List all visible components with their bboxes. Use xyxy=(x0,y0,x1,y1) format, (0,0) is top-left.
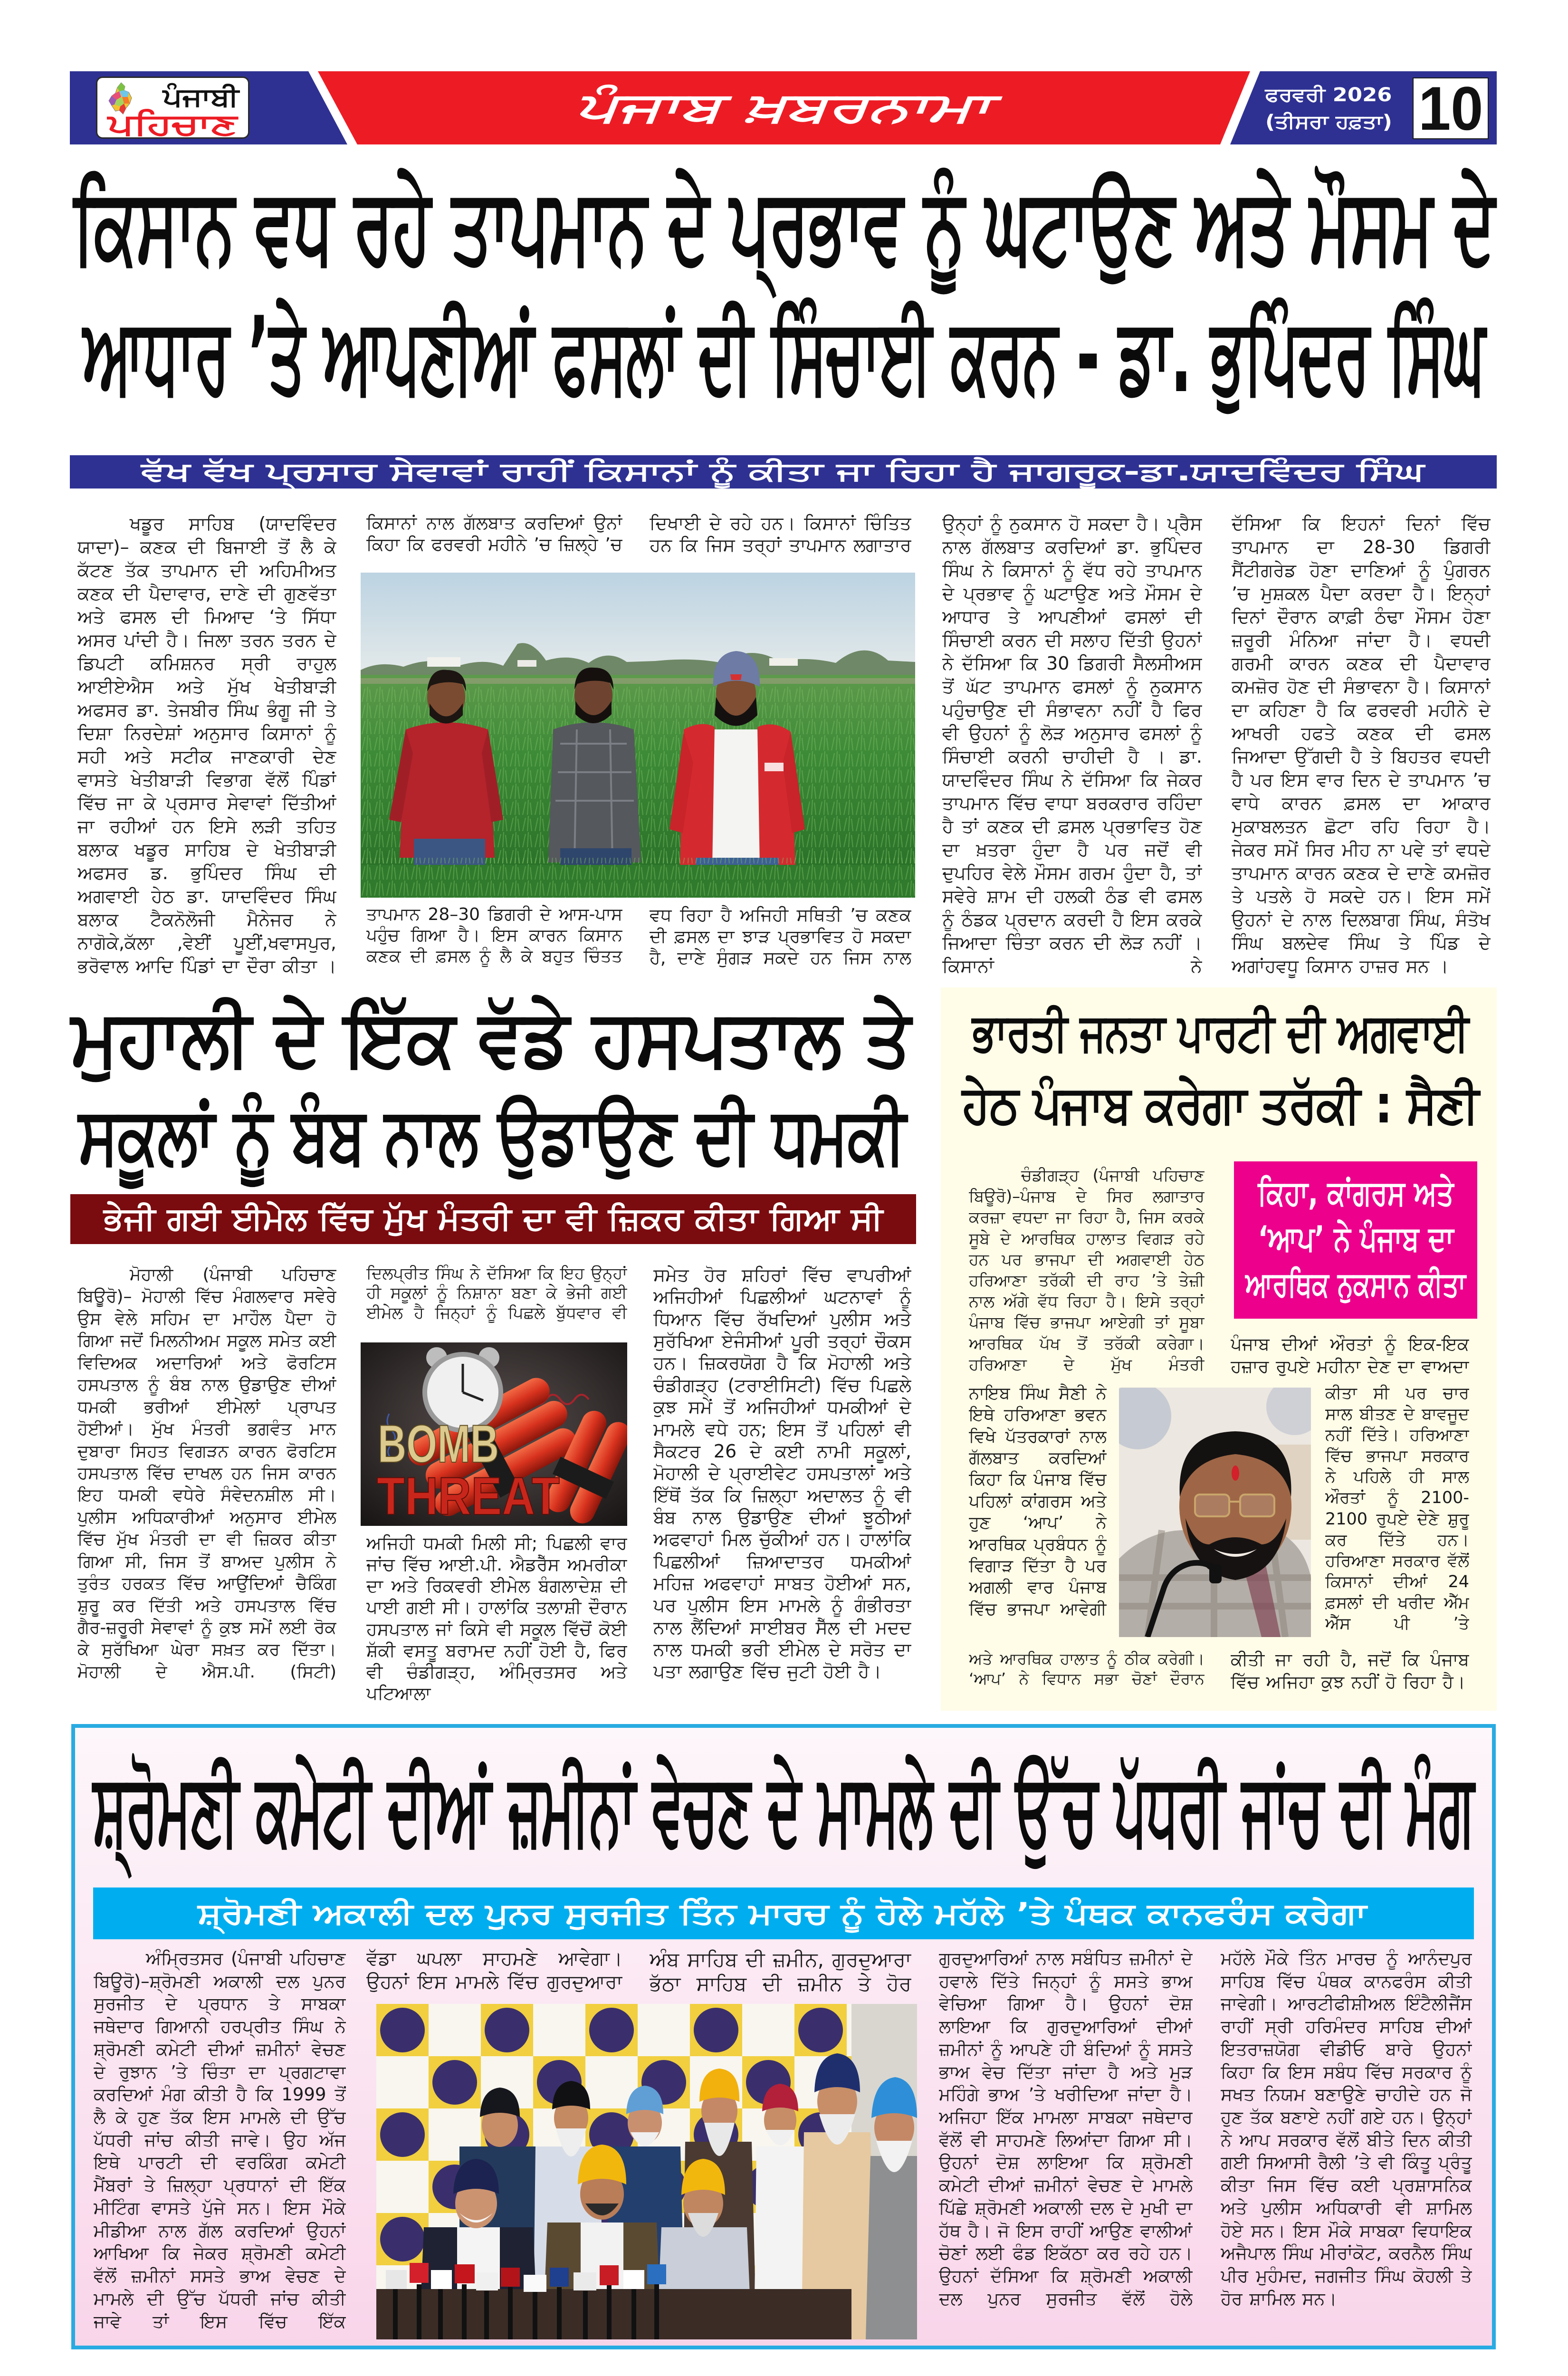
saini-portrait-graphic xyxy=(1119,1388,1311,1637)
bomb-image-word-1: BOMB xyxy=(378,1414,499,1474)
photo-nayab-singh-saini xyxy=(1119,1388,1311,1637)
story-sgpc-col-2-top: ਵੱਡਾ ਘਪਲਾ ਸਾਹਮਣੇ ਆਵੇਗਾ। ਉਹਨਾਂ ਇਸ ਮਾਮਲੇ ਵਿੱਚ ਗੁਰਦੁਆਰਾ xyxy=(366,1948,622,1993)
callout-line-2: ‘ਆਪ’ ਨੇ ਪੰਜਾਬ ਦਾ xyxy=(1258,1218,1454,1258)
story-farmers-subheadline-bar xyxy=(70,455,1497,489)
story-farmers-col-2-top: ਕਿਸਾਨਾਂ ਨਾਲ ਗੱਲਬਾਤ ਕਰਦਿਆਂ ਉਨਾਂ ਕਿਹਾ ਕਿ ਫਰਵਰੀ ਮਹੀਨੇ ’ਚ ਜ਼ਿਲ੍ਹੇ ’ਚ xyxy=(366,513,622,555)
photo-akali-press-conference xyxy=(376,2004,917,2339)
story-bjp-col-b-wrap: ਕੀਤਾ ਸੀ ਪਰ ਚਾਰ ਸਾਲ ਬੀਤਣ ਦੇ ਬਾਵਜੂਦ ਨਹੀਂ ਦਿੱਤੇ। ਹਰਿਆਣਾ ਵਿੱਚ ਭਾਜਪਾ ਸਰਕਾਰ ਨੇ ਪਹਿਲੇ ਹੀ ਸਾਲ ਔਰਤਾਂ ਨੂੰ 2100-2100 ਰੁਪਏ ਦੇਣੇ ਸ਼ੁਰੂ ਕਰ ਦਿੱਤੇ ਹਨ। ਹਰਿਆਣਾ ਸਰਕਾਰ ਵੱਲੋਂ ਕਿਸਾਨਾਂ ਦੀਆਂ 24 ਫ਼ਸਲਾਂ ਦੀ ਖਰੀਦ ਐੱਮ ਐੱਸ ਪੀ ’ਤੇ xyxy=(1325,1384,1469,1634)
story-sgpc-subheadline: ਸ਼੍ਰੋਮਣੀ ਅਕਾਲੀ ਦਲ ਪੁਨਰ ਸੁਰਜੀਤ ਤਿੰਨ ਮਾਰਚ ਨੂੰ ਹੋਲੇ ਮਹੱਲੇ ’ਤੇ ਪੰਥਕ ਕਾਨਫਰੰਸ ਕਰੇਗਾ xyxy=(198,1896,1367,1931)
story-sgpc-col-3-top: ਅੰਬ ਸਾਹਿਬ ਦੀ ਜ਼ਮੀਨ, ਗੁਰਦੁਆਰਾ ਭੱਠਾ ਸਾਹਿਬ ਦੀ ਜ਼ਮੀਨ ਤੇ ਹੋਰ xyxy=(650,1948,911,1996)
dateline: ਅੰਮ੍ਰਿਤਸਰ (ਪੰਜਾਬੀ ਪਹਿਚਾਣ ਬਿਊਰੋ)– xyxy=(94,1948,346,1992)
dateline: ਮੋਹਾਲੀ (ਪੰਜਾਬੀ ਪਹਿਚਾਣ ਬਿਊਰੋ)– xyxy=(77,1265,336,1307)
story-mohali-col-2-bottom: ਅਜਿਹੀ ਧਮਕੀ ਮਿਲੀ ਸੀ; ਪਿਛਲੀ ਵਾਰ ਜਾਂਚ ਵਿੱਚ ਆਈ.ਪੀ. ਐਡਰੈੱਸ ਅਮਰੀਕਾ ਦਾ ਅਤੇ ਰਿਕਵਰੀ ਈਮੇਲ ਬੰਗਲਾਦੇਸ਼ ਦੀ ਪਾਈ ਗਈ ਸੀ। ਹਾਲਾਂਕਿ ਤਲਾਸ਼ੀ ਦੌਰਾਨ ਹਸਪਤਾਲ ਜਾਂ ਕਿਸੇ ਵੀ ਸਕੂਲ ਵਿੱਚੋਂ ਕੋਈ ਸ਼ੱਕੀ ਵਸਤੂ ਬਰਾਮਦ ਨਹੀਂ ਹੋਈ ਹੈ, ਫਿਰ ਵੀ ਚੰਡੀਗੜ੍ਹ, ਅੰਮ੍ਰਿਤਸਰ ਅਤੇ ਪਟਿਆਲਾ xyxy=(366,1533,627,1704)
story-bjp-col-b-bottom: ਕੀਤੀ ਜਾ ਰਹੀ ਹੈ, ਜਦੋਂ ਕਿ ਪੰਜਾਬ ਵਿੱਚ ਅਜਿਹਾ ਕੁਝ ਨਹੀਂ ਹੋ ਰਿਹਾ ਹੈ। xyxy=(1231,1649,1469,1692)
issue-date: ਫਰਵਰੀ 2026 xyxy=(1265,84,1393,106)
callout-line-1: ਕਿਹਾ, ਕਾਂਗਰਸ ਅਤੇ xyxy=(1258,1173,1453,1213)
body-text: ਮੋਹਾਲੀ ਵਿੱਚ ਮੰਗਲਵਾਰ ਸਵੇਰੇ ਉਸ ਵੇਲੇ ਸਹਿਮ ਦਾ ਮਾਹੌਲ ਪੈਦਾ ਹੋ ਗਿਆ ਜਦੋਂ ਮਿਲਨੀਅਮ ਸਕੂਲ ਸਮੇਤ ਕਈ ਵਿਦਿਅਕ ਅਦਾਰਿਆਂ ਅਤੇ ਫੋਰਟਿਸ ਹਸਪਤਾਲ ਨੂੰ ਬੰਬ ਨਾਲ ਉਡਾਉਣ ਦੀਆਂ ਧਮਕੀ ਭਰੀਆਂ ਈਮੇਲਾਂ ਪ੍ਰਾਪਤ ਹੋਈਆਂ। ਮੁੱਖ ਮੰਤਰੀ ਭਗਵੰਤ ਮਾਨ ਦੁਬਾਰਾ ਸਿਹਤ ਵਿਗੜਨ ਕਾਰਨ ਫੋਰਟਿਸ ਹਸਪਤਾਲ ਵਿੱਚ ਦਾਖਲ ਹਨ ਜਿਸ ਕਾਰਨ ਇਹ ਧਮਕੀ ਵਧੇਰੇ ਸੰਵੇਦਨਸ਼ੀਲ ਸੀ। ਪੁਲੀਸ ਅਧਿਕਾਰੀਆਂ ਅਨੁਸਾਰ ਈਮੇਲ ਵਿੱਚ ਮੁੱਖ ਮੰਤਰੀ ਦਾ ਵੀ ਜ਼ਿਕਰ ਕੀਤਾ ਗਿਆ ਸੀ, ਜਿਸ ਤੋਂ ਬਾਅਦ ਪੁਲੀਸ ਨੇ ਤੁਰੰਤ ਹਰਕਤ ਵਿੱਚ ਆਉਂਦਿਆਂ ਚੈਕਿੰਗ ਸ਼ੁਰੂ ਕਰ ਦਿੱਤੀ ਅਤੇ ਹਸਪਤਾਲ ਵਿੱਚ ਗੈਰ-ਜ਼ਰੂਰੀ ਸੇਵਾਵਾਂ ਨੂੰ ਕੁਝ ਸਮੇਂ ਲਈ ਰੋਕ ਕੇ ਸੁਰੱਖਿਆ ਘੇਰਾ ਸਖ਼ਤ ਕਰ ਦਿੱਤਾ। ਮੋਹਾਲੀ ਦੇ ਐਸ.ਪੀ. (ਸਿਟੀ) xyxy=(77,1287,336,1682)
story-mohali-col-1 xyxy=(77,1264,336,1706)
page-number: 10 xyxy=(1418,74,1483,143)
story-farmers-col-4: ਉਨ੍ਹਾਂ ਨੂੰ ਨੁਕਸਾਨ ਹੋ ਸਕਦਾ ਹੈ। ਪ੍ਰੈਸ ਨਾਲ ਗੱਲਬਾਤ ਕਰਦਿਆਂ ਡਾ. ਭੁਪਿੰਦਰ ਸਿੰਘ ਨੇ ਕਿਸਾਨਾਂ ਨੂੰ ਵੱਧ ਰਹੇ ਤਾਪਮਾਨ ਦੇ ਪ੍ਰਭਾਵ ਨੂੰ ਘਟਾਉਣ ਅਤੇ ਮੌਸਮ ਦੇ ਆਧਾਰ ਤੇ ਆਪਣੀਆਂ ਫਸਲਾਂ ਦੀ ਸਿੰਚਾਈ ਕਰਨ ਦੀ ਸਲਾਹ ਦਿੱਤੀ ਉਹਨਾਂ ਨੇ ਦੱਸਿਆ ਕਿ 30 ਡਿਗਰੀ ਸੈਲਸੀਅਸ ਤੋਂ ਘੱਟ ਤਾਪਮਾਨ ਫਸਲਾਂ ਨੂੰ ਨੁਕਸਾਨ ਪਹੁੰਚਾਉਣ ਦੀ ਸੰਭਾਵਨਾ ਨਹੀਂ ਹੈ ਫਿਰ ਵੀ ਉਹਨਾਂ ਨੂੰ ਲੋੜ ਅਨੁਸਾਰ ਫਸਲਾਂ ਨੂੰ ਸਿੰਚਾਈ ਕਰਨੀ ਚਾਹੀਦੀ ਹੈ । ਡਾ. ਯਾਦਵਿੰਦਰ ਸਿੰਘ ਨੇ ਦੱਸਿਆ ਕਿ ਜੇਕਰ ਤਾਪਮਾਨ ਵਿੱਚ ਵਾਧਾ ਬਰਕਰਾਰ ਰਹਿੰਦਾ ਹੈ ਤਾਂ ਕਣਕ ਦੀ ਫ਼ਸਲ ਪ੍ਰਭਾਵਿਤ ਹੋਣ ਦਾ ਖ਼ਤਰਾ ਹੁੰਦਾ ਹੈ ਪਰ ਜਦੋਂ ਵੀ ਦੁਪਹਿਰ ਵੇਲੇ ਮੌਸਮ ਗਰਮ ਹੁੰਦਾ ਹੈ, ਤਾਂ ਸਵੇਰੇ ਸ਼ਾਮ ਦੀ ਹਲਕੀ ਠੰਡ ਵੀ ਫਸਲ ਨੂੰ ਠੰਡਕ ਪ੍ਰਦਾਨ ਕਰਦੀ ਹੈ ਇਸ ਕਰਕੇ ਜਿਆਦਾ ਚਿੰਤਾ ਕਰਨ ਦੀ ਲੋੜ ਨਹੀਂ । ਕਿਸਾਨਾਂ ਨੇ xyxy=(942,513,1202,977)
logo-wordmark-top: ਪੰਜਾਬੀ xyxy=(163,82,239,112)
story-sgpc-col-5: ਮਹੱਲੇ ਮੌਕੇ ਤਿੰਨ ਮਾਰਚ ਨੂੰ ਆਨੰਦਪੁਰ ਸਾਹਿਬ ਵਿੱਚ ਪੰਥਕ ਕਾਨਫਰੰਸ ਕੀਤੀ ਜਾਵੇਗੀ। ਆਰਟੀਫੀਸ਼ੀਅਲ ਇੰਟੈਲੀਜੈਂਸ ਰਾਹੀਂ ਸ੍ਰੀ ਹਰਿਮੰਦਰ ਸਾਹਿਬ ਦੀਆਂ ਇਤਰਾਜ਼ਯੋਗ ਵੀਡੀਓ ਬਾਰੇ ਉਹਨਾਂ ਕਿਹਾ ਕਿ ਇਸ ਸਬੰਧ ਵਿੱਚ ਸਰਕਾਰ ਨੂੰ ਸਖਤ ਨਿਯਮ ਬਣਾਉਣੇ ਚਾਹੀਦੇ ਹਨ ਜੋ ਹੁਣ ਤੱਕ ਬਣਾਏ ਨਹੀਂ ਗਏ ਹਨ। ਉਨ੍ਹਾਂ ਨੇ ਆਪ ਸਰਕਾਰ ਵੱਲੋਂ ਬੀਤੇ ਦਿਨ ਕੀਤੀ ਗਈ ਸਿਆਸੀ ਰੈਲੀ ’ਤੇ ਵੀ ਕਿੰਤੂ ਪ੍ਰੰਤੂ ਕੀਤਾ ਜਿਸ ਵਿੱਚ ਕਈ ਪ੍ਰਸ਼ਾਸਨਿਕ ਅਤੇ ਪੁਲੀਸ ਅਧਿਕਾਰੀ ਵੀ ਸ਼ਾਮਿਲ ਹੋਏ ਸਨ। ਇਸ ਮੌਕੇ ਸਾਬਕਾ ਵਿਧਾਇਕ ਅਜੈਪਾਲ ਸਿੰਘ ਮੀਰਾਂਕੋਟ, ਕਰਨੈਲ ਸਿੰਘ ਪੀਰ ਮੁਹੰਮਦ, ਜਗਜੀਤ ਸਿੰਘ ਕੋਹਲੀ ਤੇ ਹੋਰ ਸ਼ਾਮਿਲ ਸਨ। xyxy=(1221,1948,1472,2309)
press-conference-graphic xyxy=(376,2004,917,2339)
bomb-image-word-2: THREAT xyxy=(377,1466,560,1526)
story-bjp-col-a-bottom: ਅਤੇ ਆਰਥਿਕ ਹਾਲਾਤ ਨੂੰ ਠੀਕ ਕਰੇਗੀ। ‘ਆਪ’ ਨੇ ਵਿਧਾਨ ਸਭਾ ਚੋਣਾਂ ਦੌਰਾਨ xyxy=(969,1649,1205,1688)
story-sgpc-col-4: ਗੁਰਦੁਆਰਿਆਂ ਨਾਲ ਸਬੰਧਿਤ ਜ਼ਮੀਨਾਂ ਦੇ ਹਵਾਲੇ ਦਿੱਤੇ ਜਿਨ੍ਹਾਂ ਨੂੰ ਸਸਤੇ ਭਾਅ ਵੇਚਿਆ ਗਿਆ ਹੈ। ਉਹਨਾਂ ਦੋਸ਼ ਲਾਇਆ ਕਿ ਗੁਰਦੁਆਰਿਆਂ ਦੀਆਂ ਜ਼ਮੀਨਾਂ ਨੂੰ ਆਪਣੇ ਹੀ ਬੰਦਿਆਂ ਨੂੰ ਸਸਤੇ ਭਾਅ ਵੇਚ ਦਿੱਤਾ ਜਾਂਦਾ ਹੈ ਅਤੇ ਮੁੜ ਮਹਿੰਗੇ ਭਾਅ ’ਤੇ ਖਰੀਦਿਆ ਜਾਂਦਾ ਹੈ। ਅਜਿਹਾ ਇੱਕ ਮਾਮਲਾ ਸਾਬਕਾ ਜਥੇਦਾਰ ਵੱਲੋਂ ਵੀ ਸਾਹਮਣੇ ਲਿਆਂਦਾ ਗਿਆ ਸੀ। ਉਹਨਾਂ ਦੋਸ਼ ਲਾਇਆ ਕਿ ਸ਼੍ਰੋਮਣੀ ਕਮੇਟੀ ਦੀਆਂ ਜ਼ਮੀਨਾਂ ਵੇਚਣ ਦੇ ਮਾਮਲੇ ਪਿੱਛੇ ਸ਼੍ਰੋਮਣੀ ਅਕਾਲੀ ਦਲ ਦੇ ਮੁਖੀ ਦਾ ਹੱਥ ਹੈ। ਜੋ ਇਸ ਰਾਹੀਂ ਆਉਣ ਵਾਲੀਆਂ ਚੋਣਾਂ ਲਈ ਫੰਡ ਇਕੱਠਾ ਕਰ ਰਹੇ ਹਨ। ਉਹਨਾਂ ਦੱਸਿਆ ਕਿ ਸ਼੍ਰੋਮਣੀ ਅਕਾਲੀ ਦਲ ਪੁਨਰ ਸੁਰਜੀਤ ਵੱਲੋਂ ਹੋਲੇ xyxy=(939,1948,1193,2309)
story-farmers-headline-line-1: ਕਿਸਾਨ ਵਧ ਰਹੇ ਤਾਪਮਾਨ ਦੇ ਪ੍ਰਭਾਵ ਨੂੰ ਘਟਾਉਣ ਅਤੇ ਮੌਸਮ ਦੇ xyxy=(74,164,1494,286)
callout-line-3: ਆਰਥਿਕ ਨੁਕਸਾਨ ਕੀਤਾ xyxy=(1245,1264,1466,1304)
story-farmers-col-1 xyxy=(77,512,336,980)
story-sgpc-subheadline-bar xyxy=(93,1887,1474,1939)
story-bjp-col-b-top: ਪੰਜਾਬ ਦੀਆਂ ਔਰਤਾਂ ਨੂੰ ਇਕ-ਇਕ ਹਜ਼ਾਰ ਰੁਪਏ ਮਹੀਨਾ ਦੇਣ ਦਾ ਵਾਅਦਾ xyxy=(1231,1334,1469,1377)
story-farmers-headline-line-2: ਆਧਾਰ ’ਤੇ ਆਪਣੀਆਂ ਫਸਲਾਂ ਦੀ ਸਿੰਚਾਈ ਕਰਨ - ਡਾ. ਭੁਪਿੰਦਰ ਸਿੰਘ xyxy=(83,294,1485,416)
story-farmers-col-2-bottom: ਤਾਪਮਾਨ 28–30 ਡਿਗਰੀ ਦੇ ਆਸ-ਪਾਸ ਪਹੁੰਚ ਗਿਆ ਹੈ। ਇਸ ਕਾਰਨ ਕਿਸਾਨ ਕਣਕ ਦੀ ਫ਼ਸਲ ਨੂੰ ਲੈ ਕੇ ਬਹੁਤ ਚਿੰਤਤ xyxy=(366,905,622,966)
dateline: ਚੰਡੀਗੜ੍ਹ (ਪੰਜਾਬੀ ਪਹਿਚਾਣ ਬਿਊਰੋ)– xyxy=(969,1166,1205,1207)
story-sgpc-col-1: ਅੰਮ੍ਰਿਤਸਰ (ਪੰਜਾਬੀ ਪਹਿਚਾਣ ਬਿਊਰੋ)–ਸ਼੍ਰੋਮਣੀ ਅਕਾਲੀ ਦਲ ਪੁਨਰ ਸੁਰਜੀਤ ਦੇ ਪ੍ਰਧਾਨ ਤੇ ਸਾਬਕਾ ਜਥੇਦਾਰ ਗਿਆਨੀ ਹਰਪ੍ਰੀਤ ਸਿੰਘ ਨੇ ਸ਼੍ਰੋਮਣੀ ਕਮੇਟੀ ਦੀਆਂ ਜ਼ਮੀਨਾਂ ਵੇਚਣ ਦੇ ਰੁਝਾਨ ’ਤੇ ਚਿੰਤਾ ਦਾ ਪ੍ਰਗਟਾਵਾ ਕਰਦਿਆਂ ਮੰਗ ਕੀਤੀ ਹੈ ਕਿ 1999 ਤੋਂ ਲੈ ਕੇ ਹੁਣ ਤੱਕ ਇਸ ਮਾਮਲੇ ਦੀ ਉੱਚ ਪੱਧਰੀ ਜਾਂਚ ਕੀਤੀ ਜਾਵੇ। ਉਹ ਅੱਜ ਇਥੇ ਪਾਰਟੀ ਦੀ ਵਰਕਿੰਗ ਕਮੇਟੀ ਮੈਂਬਰਾਂ ਤੇ ਜ਼ਿਲ੍ਹਾ ਪ੍ਰਧਾਨਾਂ ਦੀ ਇੱਕ ਮੀਟਿੰਗ ਵਾਸਤੇ ਪੁੱਜੇ ਸਨ। ਇਸ ਮੌਕੇ ਮੀਡੀਆ ਨਾਲ ਗੱਲ ਕਰਦਿਆਂ ਉਹਨਾਂ ਆਖਿਆ ਕਿ ਜੇਕਰ ਸ਼੍ਰੋਮਣੀ ਕਮੇਟੀ ਵੱਲੋਂ ਜ਼ਮੀਨਾਂ ਸਸਤੇ ਭਾਅ ਵੇਚਣ ਦੇ ਮਾਮਲੇ ਦੀ ਉੱਚ ਪੱਧਰੀ ਜਾਂਚ ਕੀਤੀ ਜਾਵੇ ਤਾਂ ਇਸ ਵਿੱਚ ਇੱਕ xyxy=(94,1948,346,2332)
story-bjp-col-a-wrap: ਨਾਇਬ ਸਿੰਘ ਸੈਣੀ ਨੇ ਇਥੇ ਹਰਿਆਣਾ ਭਵਨ ਵਿਖੇ ਪੱਤਰਕਾਰਾਂ ਨਾਲ ਗੱਲਬਾਤ ਕਰਦਿਆਂ ਕਿਹਾ ਕਿ ਪੰਜਾਬ ਵਿੱਚ ਪਹਿਲਾਂ ਕਾਂਗਰਸ ਅਤੇ ਹੁਣ ‘ਆਪ’ ਨੇ ਆਰਥਿਕ ਪ੍ਰਬੰਧਨ ਨੂੰ ਵਿਗਾੜ ਦਿੱਤਾ ਹੈ ਪਰ ਅਗਲੀ ਵਾਰ ਪੰਜਾਬ ਵਿੱਚ ਭਾਜਪਾ ਆਵੇਗੀ xyxy=(969,1384,1107,1619)
story-farmers-col-5: ਦੱਸਿਆ ਕਿ ਇਹਨਾਂ ਦਿਨਾਂ ਵਿੱਚ ਤਾਪਮਾਨ ਦਾ 28-30 ਡਿਗਰੀ ਸੈਂਟੀਗਰੇਡ ਹੋਣਾ ਦਾਣਿਆਂ ਨੂੰ ਪੁੰਗਰਨ ’ਚ ਮੁਸ਼ਕਲ ਪੈਦਾ ਕਰਦਾ ਹੈ। ਇਨ੍ਹਾਂ ਦਿਨਾਂ ਦੌਰਾਨ ਕਾਫ਼ੀ ਠੰਢਾ ਮੌਸਮ ਹੋਣਾ ਜ਼ਰੂਰੀ ਮੰਨਿਆ ਜਾਂਦਾ ਹੈ। ਵਧਦੀ ਗਰਮੀ ਕਾਰਨ ਕਣਕ ਦੀ ਪੈਦਾਵਾਰ ਕਮਜ਼ੋਰ ਹੋਣ ਦੀ ਸੰਭਾਵਨਾ ਹੈ। ਕਿਸਾਨਾਂ ਦਾ ਕਹਿਣਾ ਹੈ ਕਿ ਫਰਵਰੀ ਮਹੀਨੇ ਦੇ ਆਖਰੀ ਹਫਤੇ ਕਣਕ ਦੀ ਫਸਲ ਜਿਆਦਾ ਉੱਗਦੀ ਹੈ ਤੇ ਬਿਹਤਰ ਵਧਦੀ ਹੈ ਪਰ ਇਸ ਵਾਰ ਦਿਨ ਦੇ ਤਾਪਮਾਨ ’ਚ ਵਾਧੇ ਕਾਰਨ ਫ਼ਸਲ ਦਾ ਆਕਾਰ ਮੁਕਾਬਲਤਨ ਛੋਟਾ ਰਹਿ ਰਿਹਾ ਹੈ। ਜੇਕਰ ਸਮੇਂ ਸਿਰ ਮੀਹ ਨਾ ਪਵੇ ਤਾਂ ਵਧਦੇ ਤਾਪਮਾਨ ਕਾਰਨ ਕਣਕ ਦੇ ਦਾਣੇ ਕਮਜ਼ੋਰ ਤੇ ਪਤਲੇ ਹੋ ਸਕਦੇ ਹਨ। ਇਸ ਸਮੇਂ ਉਹਨਾਂ ਦੇ ਨਾਲ ਦਿਲਬਾਗ ਸਿੰਘ, ਸੰਤੋਖ ਸਿੰਘ ਬਲਦੇਵ ਸਿੰਘ ਤੇ ਪਿੰਡ ਦੇ ਅਗਾਂਹਵਧੂ ਕਿਸਾਨ ਹਾਜ਼ਰ ਸਨ । xyxy=(1232,513,1491,977)
bomb-threat-graphic xyxy=(361,1342,627,1526)
story-sgpc-headline: ਸ਼੍ਰੋਮਣੀ ਕਮੇਟੀ ਦੀਆਂ ਜ਼ਮੀਨਾਂ ਵੇਚਣ ਦੇ ਮਾਮਲੇ ਦੀ ਉੱਚ ਪੱਧਰੀ ਜਾਂਚ ਦੀ ਮੰਗ xyxy=(93,1750,1474,1867)
story-bjp-headline-line-2: ਹੇਠ ਪੰਜਾਬ ਕਰੇਗਾ ਤਰੱਕੀ : ਸੈਣੀ xyxy=(962,1074,1479,1135)
masthead xyxy=(70,71,1497,144)
logo xyxy=(96,77,249,142)
story-mohali-headline-line-1: ਮੁਹਾਲੀ ਦੇ ਇੱਕ ਵੱਡੇ ਹਸਪਤਾਲ ਤੇ xyxy=(71,992,910,1083)
body-text: ਕਣਕ ਦੀ ਬਿਜਾਈ ਤੋਂ ਲੈ ਕੇ ਕੱਟਣ ਤੱਕ ਤਾਪਮਾਨ ਦੀ ਅਹਿਮੀਅਤ ਕਣਕ ਦੀ ਪੈਦਾਵਾਰ, ਦਾਣੇ ਦੀ ਗੁਣਵੱਤਾ ਅਤੇ ਫਸਲ ਦੀ ਮਿਆਦ ‘ਤੇ ਸਿੱਧਾ ਅਸਰ ਪਾਂਦੀ ਹੈ। ਜਿਲਾ ਤਰਨ ਤਰਨ ਦੇ ਡਿਪਟੀ ਕਮਿਸ਼ਨਰ ਸ੍ਰੀ ਰਾਹੁਲ ਆਈਏਐਸ ਅਤੇ ਮੁੱਖ ਖੇਤੀਬਾੜੀ ਅਫਸਰ ਡਾ. ਤੇਜਬੀਰ ਸਿੰਘ ਭੰਗੂ ਜੀ ਤੇ ਦਿਸ਼ਾ ਨਿਰਦੇਸ਼ਾਂ ਅਨੁਸਾਰ ਕਿਸਾਨਾਂ ਨੂੰ ਸਹੀ ਅਤੇ ਸਟੀਕ ਜਾਣਕਾਰੀ ਦੇਣ ਵਾਸਤੇ ਖੇਤੀਬਾੜੀ ਵਿਭਾਗ ਵੱਲੋਂ ਪਿੰਡਾਂ ਵਿੱਚ ਜਾ ਕੇ ਪ੍ਰਸਾਰ ਸੇਵਾਵਾਂ ਦਿੱਤੀਆਂ ਜਾ ਰਹੀਆਂ ਹਨ ਇਸੇ ਲੜੀ ਤਹਿਤ ਬਲਾਕ ਖਡੂਰ ਸਾਹਿਬ ਦੇ ਖੇਤੀਬਾੜੀ ਅਫਸਰ ਡ. ਭੁਪਿੰਦਰ ਸਿੰਘ ਦੀ ਅਗਵਾਈ ਹੇਠ ਡਾ. ਯਾਦਵਿੰਦਰ ਸਿੰਘ ਬਲਾਕ ਟੈਕਨੋਲੋਜੀ ਮੈਨੇਜਰ ਨੇ ਨਾਗੋਕੇ,ਕੱਲਾ ,ਵੇਈਂ ਪੂਈਂ,ਖਵਾਸਪੁਰ, ਭਰੋਵਾਲ ਆਦਿ ਪਿੰਡਾਂ ਦਾ ਦੌਰਾ ਕੀਤਾ । xyxy=(77,537,336,977)
photo-bomb-threat xyxy=(361,1342,627,1526)
story-mohali-subheadline: ਭੇਜੀ ਗਈ ਈਮੇਲ ਵਿੱਚ ਮੁੱਖ ਮੰਤਰੀ ਦਾ ਵੀ ਜ਼ਿਕਰ ਕੀਤਾ ਗਿਆ ਸੀ xyxy=(103,1200,883,1237)
section-title: ਪੰਜਾਬ ਖ਼ਬਰਨਾਮਾ xyxy=(574,84,990,131)
story-farmers-subheadline: ਵੱਖ ਵੱਖ ਪ੍ਰਸਾਰ ਸੇਵਾਵਾਂ ਰਾਹੀਂ ਕਿਸਾਨਾਂ ਨੂੰ ਕੀਤਾ ਜਾ ਰਿਹਾ ਹੈ ਜਾਗਰੂਕ-ਡਾ.ਯਾਦਵਿੰਦਰ ਸਿੰਘ xyxy=(141,457,1424,487)
story-mohali-col-3: ਸਮੇਤ ਹੋਰ ਸ਼ਹਿਰਾਂ ਵਿੱਚ ਵਾਪਰੀਆਂ ਅਜਿਹੀਆਂ ਪਿਛਲੀਆਂ ਘਟਨਾਵਾਂ ਨੂੰ ਧਿਆਨ ਵਿੱਚ ਰੱਖਦਿਆਂ ਪੁਲੀਸ ਅਤੇ ਸੁਰੱਖਿਆ ਏਜੰਸੀਆਂ ਪੂਰੀ ਤਰ੍ਹਾਂ ਚੌਕਸ ਹਨ। ਜ਼ਿਕਰਯੋਗ ਹੈ ਕਿ ਮੋਹਾਲੀ ਅਤੇ ਚੰਡੀਗੜ੍ਹ (ਟਰਾਈਸਿਟੀ) ਵਿੱਚ ਪਿਛਲੇ ਕੁਝ ਸਮੇਂ ਤੋਂ ਅਜਿਹੀਆਂ ਧਮਕੀਆਂ ਦੇ ਮਾਮਲੇ ਵਧੇ ਹਨ; ਇਸ ਤੋਂ ਪਹਿਲਾਂ ਵੀ ਸੈਕਟਰ 26 ਦੇ ਕਈ ਨਾਮੀ ਸਕੂਲਾਂ, ਮੋਹਾਲੀ ਦੇ ਪ੍ਰਾਈਵੇਟ ਹਸਪਤਾਲਾਂ ਅਤੇ ਇੱਥੋਂ ਤੱਕ ਕਿ ਜ਼ਿਲ੍ਹਾ ਅਦਾਲਤ ਨੂੰ ਵੀ ਬੰਬ ਨਾਲ ਉਡਾਉਣ ਦੀਆਂ ਝੂਠੀਆਂ ਅਫਵਾਹਾਂ ਮਿਲ ਚੁੱਕੀਆਂ ਹਨ। ਹਾਲਾਂਕਿ ਪਿਛਲੀਆਂ ਜ਼ਿਆਦਾਤਰ ਧਮਕੀਆਂ ਮਹਿਜ਼ ਅਫਵਾਹਾਂ ਸਾਬਤ ਹੋਈਆਂ ਸਨ, ਪਰ ਪੁਲੀਸ ਇਸ ਮਾਮਲੇ ਨੂੰ ਗੰਭੀਰਤਾ ਨਾਲ ਲੈਂਦਿਆਂ ਸਾਈਬਰ ਸੈੱਲ ਦੀ ਮਦਦ ਨਾਲ ਧਮਕੀ ਭਰੀ ਈਮੇਲ ਦੇ ਸਰੋਤ ਦਾ ਪਤਾ ਲਗਾਉਣ ਵਿੱਚ ਜੁਟੀ ਹੋਈ ਹੈ। xyxy=(653,1265,911,1682)
farmers-photo-graphic xyxy=(361,573,915,898)
story-mohali-col-2-top: ਦਿਲਪ੍ਰੀਤ ਸਿੰਘ ਨੇ ਦੱਸਿਆ ਕਿ ਇਹ ਉਨ੍ਹਾਂ ਹੀ ਸਕੂਲਾਂ ਨੂੰ ਨਿਸ਼ਾਨਾ ਬਣਾ ਕੇ ਭੇਜੀ ਗਈ ਈਮੇਲ ਹੈ ਜਿਨ੍ਹਾਂ ਨੂੰ ਪਿਛਲੇ ਬੁੱਧਵਾਰ ਵੀ xyxy=(366,1264,627,1322)
issue-week: (ਤੀਸਰਾ ਹਫ਼ਤਾ) xyxy=(1265,111,1392,133)
page-number-box xyxy=(1413,74,1489,143)
story-farmers-col-3-top: ਦਿਖਾਈ ਦੇ ਰਹੇ ਹਨ। ਕਿਸਾਨਾਂ ਚਿੰਤਿਤ ਹਨ ਕਿ ਜਿਸ ਤਰ੍ਹਾਂ ਤਾਪਮਾਨ ਲਗਾਤਾਰ xyxy=(650,513,911,556)
story-farmers-col-3-bottom: ਵਧ ਰਿਹਾ ਹੈ ਅਜਿਹੀ ਸਥਿਤੀ ’ਚ ਕਣਕ ਦੀ ਫ਼ਸਲ ਦਾ ਝਾੜ ਪ੍ਰਭਾਵਿਤ ਹੋ ਸਕਦਾ ਹੈ, ਦਾਣੇ ਸੁੰਗੜ ਸਕਦੇ ਹਨ ਜਿਸ ਨਾਲ xyxy=(650,905,911,968)
logo-wordmark-bottom: ਪਹਿਚਾਣ xyxy=(107,107,238,142)
photo-farmers-in-wheat-field xyxy=(361,573,915,898)
dateline: ਖਡੂਰ ਸਾਹਿਬ (ਯਾਦਵਿੰਦਰ ਯਾਦਾ)– xyxy=(77,513,336,558)
story-mohali-subheadline-bar xyxy=(70,1194,916,1244)
story-bjp-callout xyxy=(1234,1161,1477,1319)
story-bjp-col-a-top: ਚੰਡੀਗੜ੍ਹ (ਪੰਜਾਬੀ ਪਹਿਚਾਣ ਬਿਊਰੋ)–ਪੰਜਾਬ ਦੇ ਸਿਰ ਲਗਾਤਾਰ ਕਰਜ਼ਾ ਵਧਦਾ ਜਾ ਰਿਹਾ ਹੈ, ਜਿਸ ਕਰਕੇ ਸੂਬੇ ਦੇ ਆਰਥਿਕ ਹਾਲਾਤ ਵਿਗੜ ਰਹੇ ਹਨ ਪਰ ਭਾਜਪਾ ਦੀ ਅਗਵਾਈ ਹੇਠ ਹਰਿਆਣਾ ਤਰੱਕੀ ਦੀ ਰਾਹ ’ਤੇ ਤੇਜ਼ੀ ਨਾਲ ਅੱਗੇ ਵੱਧ ਰਿਹਾ ਹੈ। ਇਸੇ ਤਰ੍ਹਾਂ ਪੰਜਾਬ ਵਿੱਚ ਭਾਜਪਾ ਆਏਗੀ ਤਾਂ ਸੂਬਾ ਆਰਥਿਕ ਪੱਖ ਤੋਂ ਤਰੱਕੀ ਕਰੇਗਾ। ਹਰਿਆਣਾ ਦੇ ਮੁੱਖ ਮੰਤਰੀ xyxy=(969,1166,1205,1374)
story-bjp-headline-line-1: ਭਾਰਤੀ ਜਨਤਾ ਪਾਰਟੀ ਦੀ ਅਗਵਾਈ xyxy=(972,1002,1469,1063)
story-mohali-headline-line-2: ਸਕੂਲਾਂ ਨੂੰ ਬੰਬ ਨਾਲ ਉਡਾਉਣ ਦੀ ਧਮਕੀ xyxy=(78,1089,906,1181)
